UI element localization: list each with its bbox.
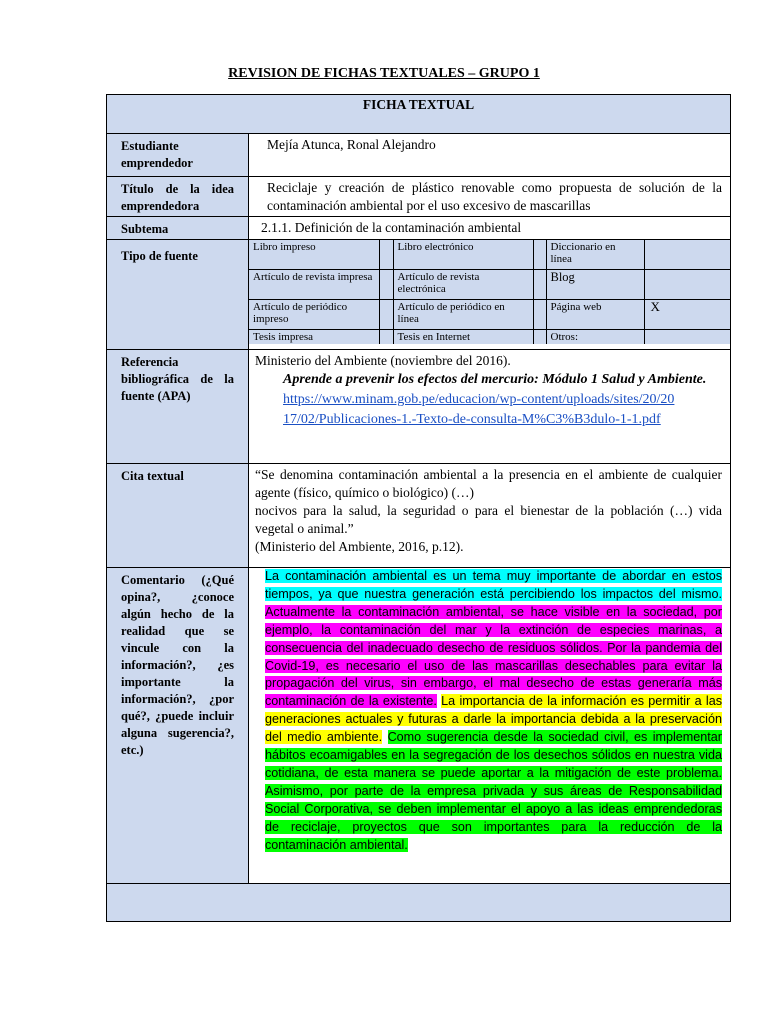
source-option: Blog [546, 269, 644, 299]
source-mark[interactable] [379, 240, 393, 269]
source-mark[interactable] [379, 329, 393, 344]
source-mark[interactable] [644, 329, 731, 344]
source-option: Diccionario en línea [546, 240, 644, 269]
referencia-url-line1[interactable]: https://www.minam.gob.pe/educacion/wp-content/uploads/sites/20/20 [283, 392, 675, 407]
subtema-value: 2.1.1. Definición de la contaminación ambiental [249, 217, 731, 240]
source-option: Libro electrónico [393, 240, 533, 269]
comment-segment-cyan: La contaminación ambiental es un tema muy importante de abordar en estos tiempos, ya que nuestra generación está percibiendo los impactos del mismo. [265, 569, 722, 601]
source-option: Artículo de periódico en línea [393, 299, 533, 329]
source-option: Tesis en Internet [393, 329, 533, 344]
cita-line2: nocivos para la salud, la seguridad o para el bienestar de la población (…) vida vegetal o animal.” [255, 503, 722, 536]
source-option: Artículo de periódico impreso [249, 299, 379, 329]
source-mark[interactable] [644, 269, 731, 299]
referencia-title: Aprende a prevenir los efectos del mercurio: Módulo 1 Salud y Ambiente. [283, 372, 707, 387]
cita-line3: (Ministerio del Ambiente, 2016, p.12). [255, 539, 464, 554]
source-option: Tesis impresa [249, 329, 379, 344]
source-option: Libro impreso [249, 240, 379, 269]
comentario-value [249, 568, 731, 884]
source-mark[interactable] [533, 240, 546, 269]
source-option: Página web [546, 299, 644, 329]
tipo-fuente-label: Tipo de fuente [107, 240, 249, 350]
estudiante-label: Estudiante emprendedor [107, 134, 249, 177]
titulo-label: Título de la idea emprendedora [107, 177, 249, 217]
comentario-label: Comentario (¿Qué opina?, ¿conoce algún hecho de la realidad que se vincule con la información?, ¿es importante la información?, ¿por qué?, ¿puede incluir alguna sugerencia?, etc.) [107, 568, 249, 884]
referencia-value [249, 350, 731, 464]
source-mark[interactable] [533, 269, 546, 299]
cita-label: Cita textual [107, 464, 249, 568]
titulo-value: Reciclaje y creación de plástico renovable como propuesta de solución de la contaminación ambiental por el uso excesivo de mascarillas [249, 177, 731, 217]
cita-value [249, 464, 731, 568]
cita-line1: “Se denomina contaminación ambiental a la presencia en el ambiente de cualquier agente (físico, químico o biológico) (…) [255, 467, 722, 500]
referencia-label: Referencia bibliográfica de la fuente (APA) [107, 350, 249, 464]
source-mark[interactable]: X [644, 299, 731, 329]
source-mark[interactable] [379, 269, 393, 299]
ficha-header: FICHA TEXTUAL [107, 95, 731, 134]
ficha-footer [107, 884, 731, 922]
estudiante-value: Mejía Atunca, Ronal Alejandro [249, 134, 731, 177]
ficha-textual-table [106, 94, 731, 922]
tipo-fuente-grid [249, 240, 731, 344]
comment-segment-magenta: Actualmente la contaminación ambiental, se hace visible en la sociedad, por ejemplo, la contaminación del mar y la extinción de especies marinas, a consecuencia del inadecuado desecho de residuos sólidos. Por la pandemia del Covid-19, es necesario el uso de las mascarillas desechables para evitar la propagación del virus, sin embargo, el mal desecho de estas generaría más contaminación de la existente. [265, 604, 722, 709]
source-mark[interactable] [379, 299, 393, 329]
source-option: Artículo de revista impresa [249, 269, 379, 299]
referencia-url-line2[interactable]: 17/02/Publicaciones-1.-Texto-de-consulta-M%C3%B3dulo-1-1.pdf [283, 412, 661, 427]
source-option: Artículo de revista electrónica [393, 269, 533, 299]
source-mark[interactable] [533, 299, 546, 329]
source-mark[interactable] [533, 329, 546, 344]
referencia-author: Ministerio del Ambiente (noviembre del 2016). [255, 353, 511, 368]
comment-segment-yellow: La importancia de la información es permitir a las generaciones actuales y futuras a darle la importancia debida a la preservación del medio ambiente. [265, 694, 723, 745]
source-option: Otros: [546, 329, 644, 344]
comment-segment-green: Como sugerencia desde la sociedad civil, es implementar hábitos ecoamigables en la segregación de los desechos sólidos en nuestra vida cotidiana, de esta manera se puede aportar a la mitigación de este problema. Asimismo, por parte de la empresa privada y sus áreas de Responsabilidad Social Corporativa, se deben implementar el apoyo a las ideas emprendedoras de reciclaje, proyectos que son importantes para la reducción de la contaminación ambiental. [265, 730, 722, 852]
page-title: REVISION DE FICHAS TEXTUALES – GRUPO 1 [228, 66, 540, 81]
subtema-label: Subtema [107, 217, 249, 240]
tipo-fuente-cell [249, 240, 731, 350]
source-mark[interactable] [644, 240, 731, 269]
